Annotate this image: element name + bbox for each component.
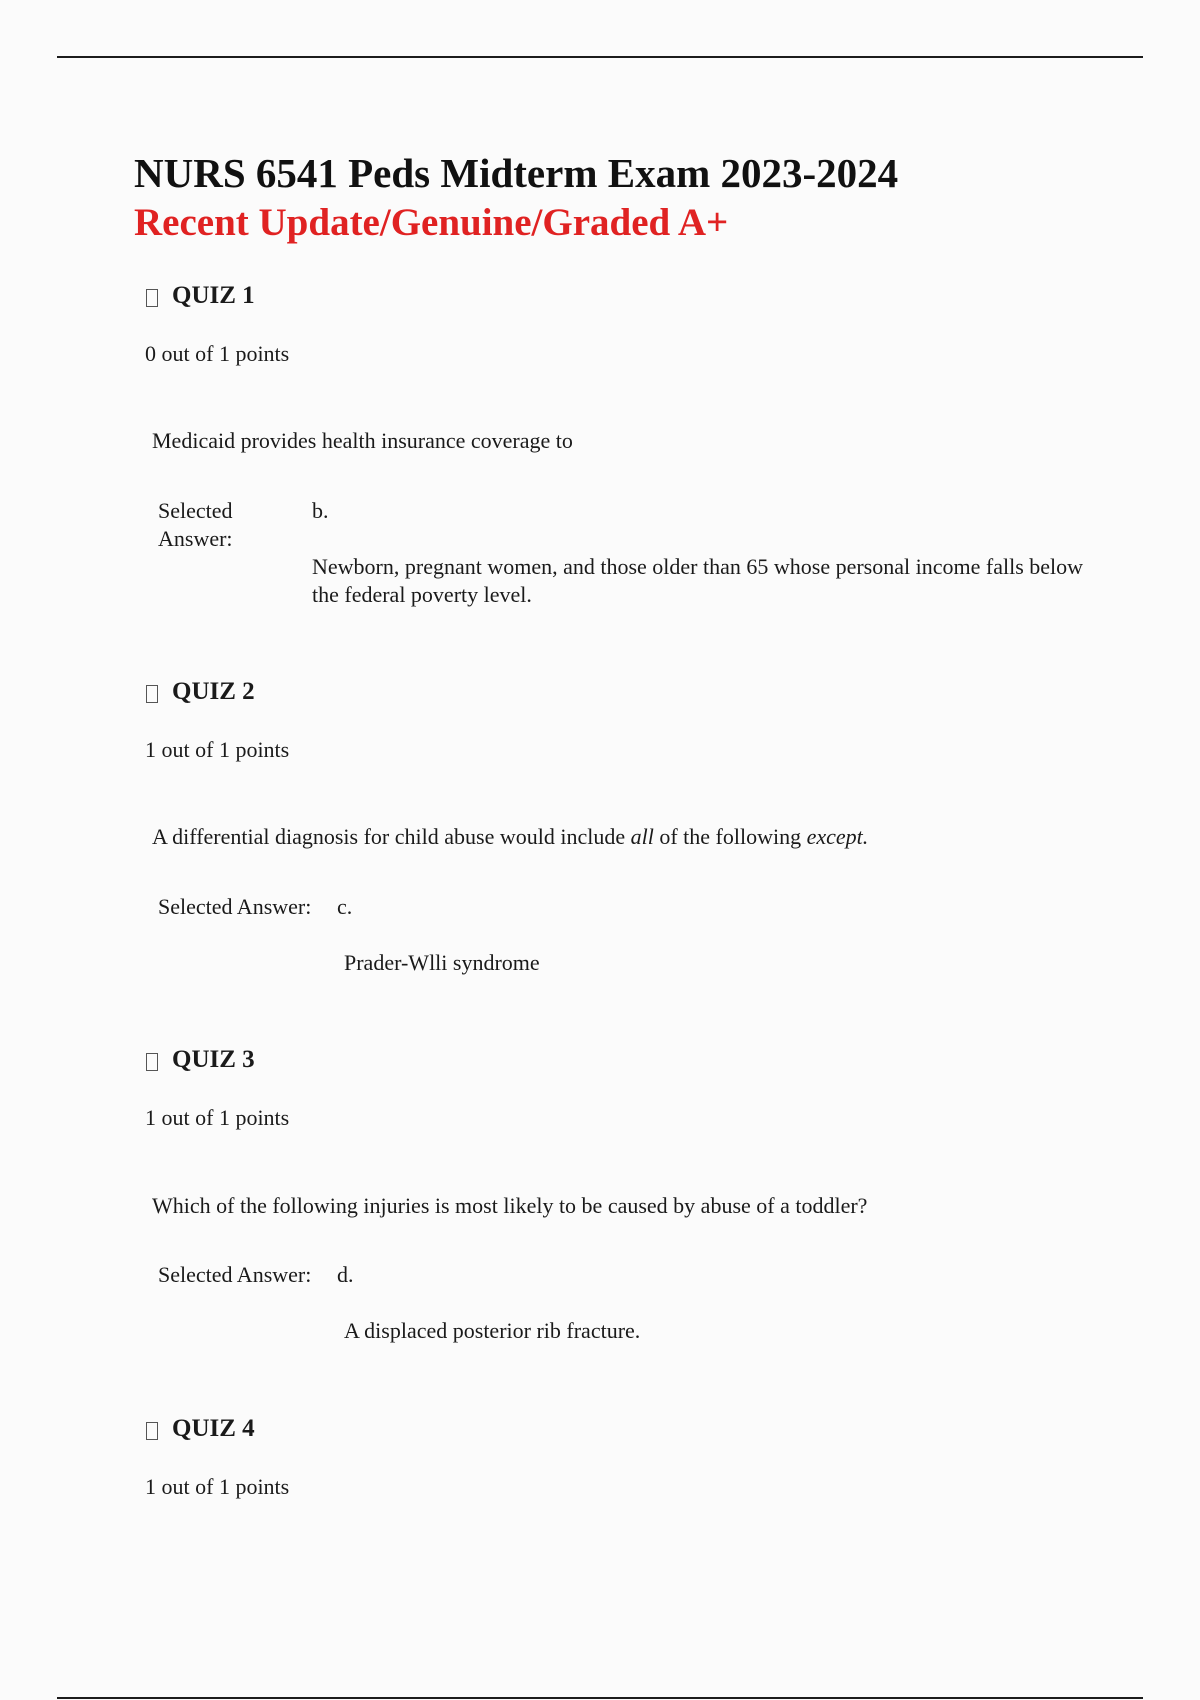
quiz-4-title: QUIZ 4 xyxy=(172,1415,255,1442)
quiz-1-heading xyxy=(146,281,255,311)
quiz-3-heading xyxy=(146,1045,255,1075)
quiz-3-points: 1 out of 1 points xyxy=(145,1105,290,1130)
bottom-divider xyxy=(57,1697,1143,1699)
quiz-2-selected-label: Selected Answer: xyxy=(158,894,312,919)
page-subtitle: Recent Update/Genuine/Graded A+ xyxy=(134,201,729,244)
checkbox-icon xyxy=(146,289,158,307)
checkbox-icon xyxy=(146,1422,158,1440)
page-title: NURS 6541 Peds Midterm Exam 2023-2024 xyxy=(134,150,899,196)
quiz-2-heading xyxy=(146,677,255,707)
quiz-3-answer-letter: d. xyxy=(337,1262,354,1287)
quiz-2-question-prefix: A differential diagnosis for child abuse would include xyxy=(152,824,631,849)
quiz-4-points: 1 out of 1 points xyxy=(145,1474,290,1499)
document-header xyxy=(134,148,898,248)
quiz-3-question: Which of the following injuries is most likely to be caused by abuse of a toddler? xyxy=(152,1193,868,1218)
quiz-1-selected-label: Selected Answer: xyxy=(158,498,233,551)
quiz-2-question-emphasis-all: all xyxy=(630,824,654,849)
quiz-2-question-emphasis-except: except. xyxy=(806,824,869,849)
quiz-2-answer-text: Prader-Wlli syndrome xyxy=(344,950,540,975)
quiz-1-title: QUIZ 1 xyxy=(172,282,255,309)
top-divider xyxy=(57,56,1143,58)
quiz-3-title: QUIZ 3 xyxy=(172,1046,255,1073)
quiz-1-question: Medicaid provides health insurance coverage to xyxy=(152,428,573,453)
quiz-2-points: 1 out of 1 points xyxy=(145,737,290,762)
quiz-1-answer-text: Newborn, pregnant women, and those older than 65 whose personal income falls below the federal poverty level. xyxy=(312,554,1084,607)
quiz-3-answer-text: A displaced posterior rib fracture. xyxy=(344,1318,641,1343)
quiz-1-points: 0 out of 1 points xyxy=(145,341,290,366)
checkbox-icon xyxy=(146,1053,158,1071)
quiz-4-heading xyxy=(146,1414,255,1444)
checkbox-icon xyxy=(146,685,158,703)
quiz-2-question-middle: of the following xyxy=(653,824,807,849)
quiz-2-answer-letter: c. xyxy=(337,894,353,919)
quiz-2-title: QUIZ 2 xyxy=(172,678,255,705)
quiz-1-answer-letter: b. xyxy=(312,498,329,523)
quiz-3-selected-label: Selected Answer: xyxy=(158,1262,312,1287)
quiz-2-question xyxy=(152,823,868,851)
